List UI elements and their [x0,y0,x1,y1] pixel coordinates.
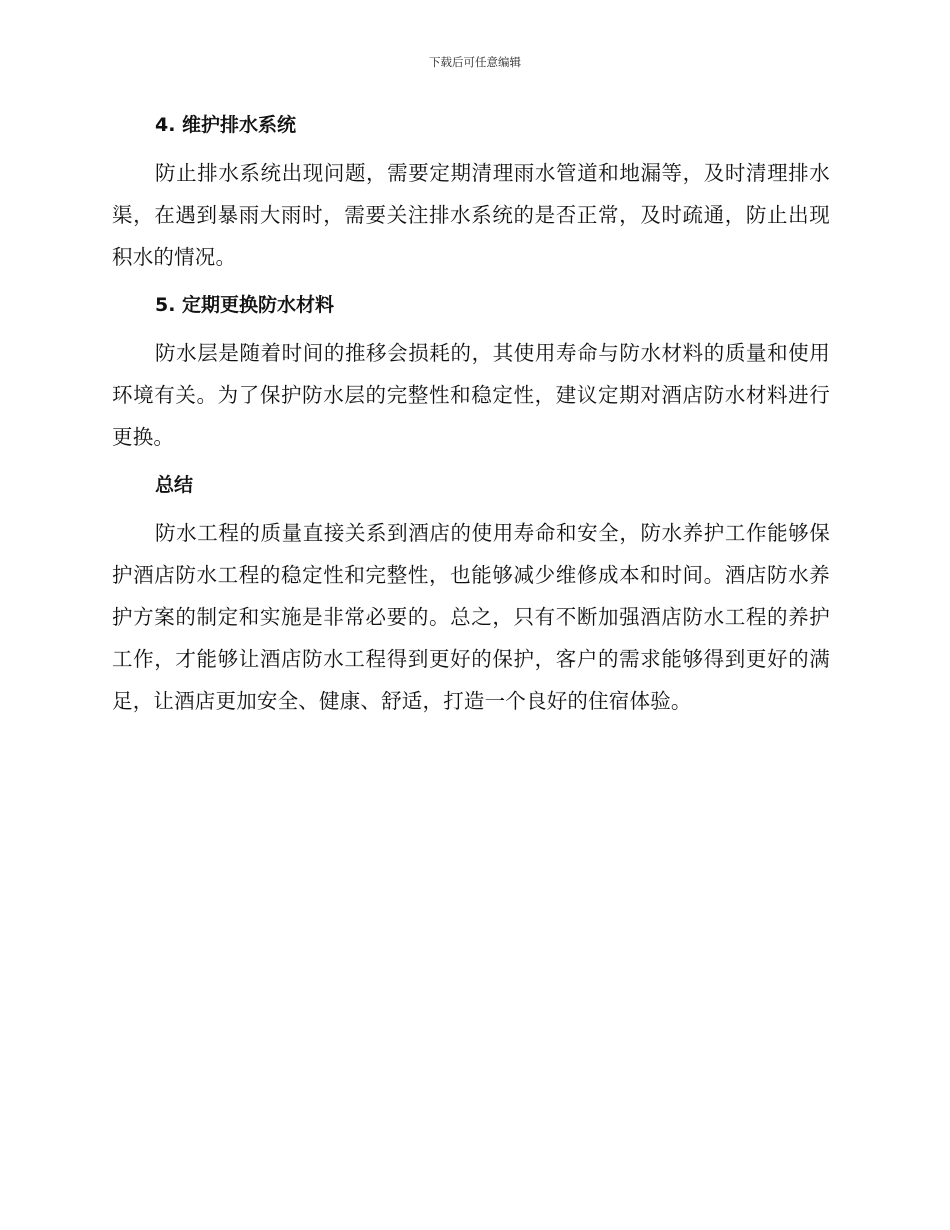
section-paragraph-summary: 防水工程的质量直接关系到酒店的使用寿命和安全，防水养护工作能够保护酒店防水工程的稳定性和完整性，也能够减少维修成本和时间。酒店防水养护方案的制定和实施是非常必要的。总之，只有不断加强酒店防水工程的养护工作，才能够让酒店防水工程得到更好的保护，客户的需求能够得到更好的满足，让酒店更加安全、健康、舒适，打造一个良好的住宿体验。 [112,521,830,713]
section-paragraph-replace-materials: 防水层是随着时间的推移会损耗的，其使用寿命与防水材料的质量和使用环境有关。为了保护防水层的完整性和稳定性，建议定期对酒店防水材料进行更换。 [112,341,830,449]
section-heading-drainage: 4. 维护排水系统 [155,114,297,136]
section-heading-replace-materials: 5. 定期更换防水材料 [155,294,335,316]
document-body [112,110,830,734]
section-paragraph-drainage: 防止排水系统出现问题，需要定期清理雨水管道和地漏等，及时清理排水渠，在遇到暴雨大雨时，需要关注排水系统的是否正常，及时疏通，防止出现积水的情况。 [112,161,830,269]
section-heading-summary: 总结 [155,474,194,496]
page-header: 下载后可任意编辑 [429,55,521,69]
